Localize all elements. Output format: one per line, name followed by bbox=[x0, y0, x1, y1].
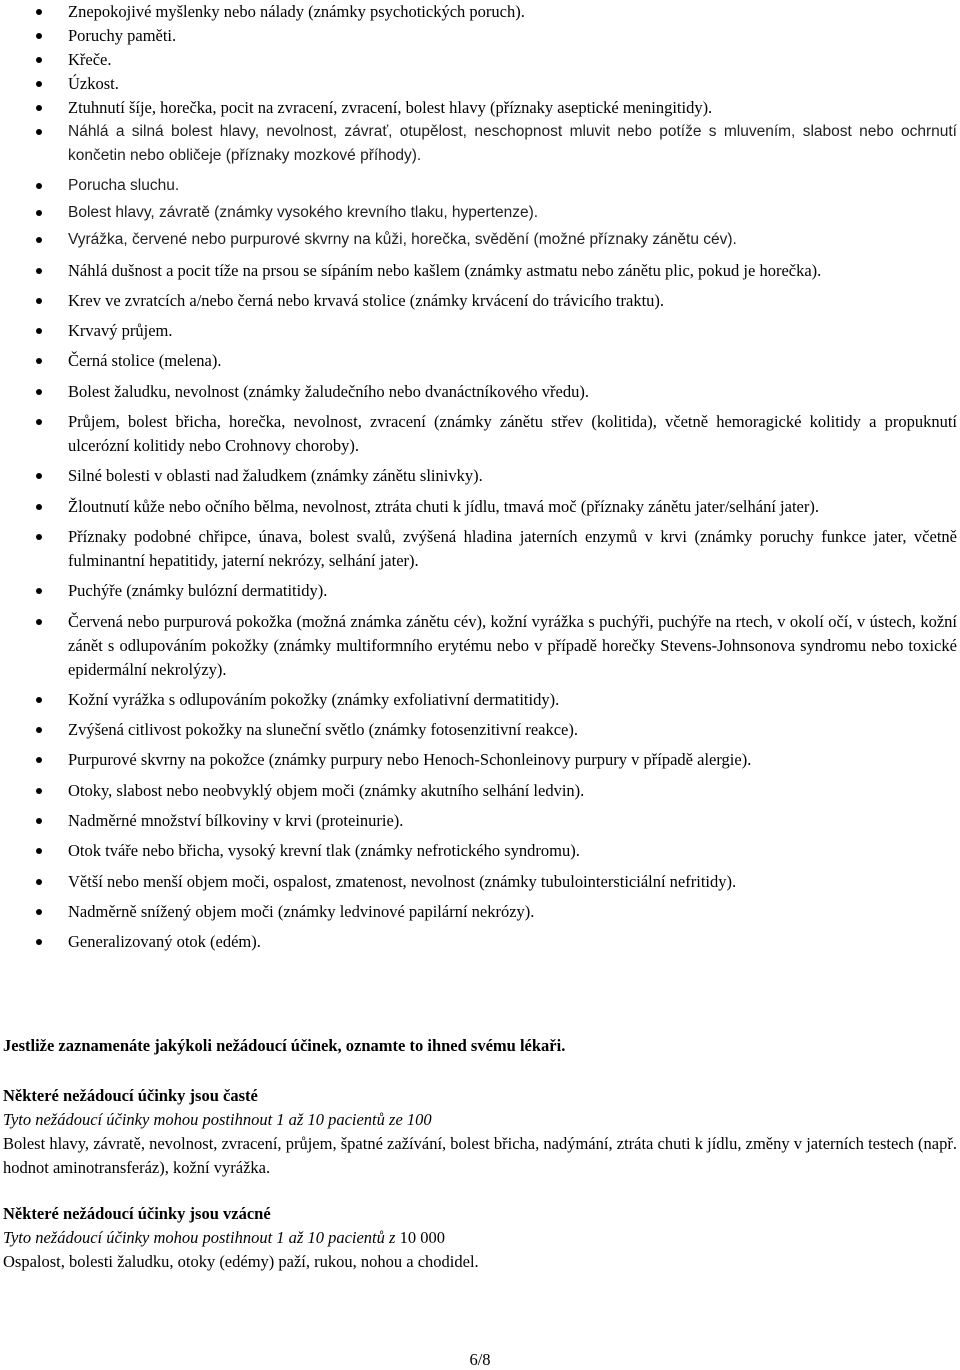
list-item: Krev ve zvratcích a/nebo černá nebo krvavá stolice (známky krvácení do trávicího traktu). bbox=[0, 289, 960, 313]
bullet-icon bbox=[36, 298, 42, 304]
bullet-icon bbox=[36, 534, 42, 540]
list-item: Žloutnutí kůže nebo očního bělma, nevolnost, ztráta chuti k jídlu, tmavá moč (příznaky zánětu jater/selhání jater). bbox=[0, 495, 960, 519]
common-effects-text: Bolest hlavy, závratě, nevolnost, zvracení, průjem, špatné zažívání, bolest břicha, nadýmání, ztráta chuti k jídlu, změny v jaterních testech (např. hodnot aminotransferáz), kožní vyrážka. bbox=[3, 1134, 957, 1177]
list-item: Znepokojivé myšlenky nebo nálady (známky psychotických poruch). bbox=[0, 0, 960, 24]
list-item: Příznaky podobné chřipce, únava, bolest svalů, zvýšená hladina jaterních enzymů v krvi (známky poruchy funkce jater, včetně fulminantní hepatitidy, jaterní nekrózy, selhání jater). bbox=[0, 525, 960, 573]
list-item: Poruchy paměti. bbox=[0, 24, 960, 48]
bullet-icon bbox=[36, 81, 42, 87]
bullet-icon bbox=[36, 183, 42, 189]
rare-effects-section bbox=[3, 1202, 957, 1274]
list-item: Průjem, bolest břicha, horečka, nevolnost, zvracení (známky zánětu střev (kolitida), včetně hemoragické kolitidy a propuknutí ulcerózní kolitidy nebo Crohnovy choroby). bbox=[0, 410, 960, 458]
list-item: Úzkost. bbox=[0, 72, 960, 96]
bullet-icon bbox=[36, 879, 42, 885]
bullet-icon bbox=[36, 358, 42, 364]
list-item: Ztuhnutí šíje, horečka, pocit na zvracení, zvracení, bolest hlavy (příznaky aseptické meningitidy). bbox=[0, 96, 960, 120]
common-effects-heading: Některé nežádoucí účinky jsou časté bbox=[3, 1086, 258, 1105]
bullet-icon bbox=[36, 697, 42, 703]
bullet-icon bbox=[36, 473, 42, 479]
bullet-icon bbox=[36, 129, 42, 135]
list-item: Purpurové skvrny na pokožce (známky purpury nebo Henoch-Schonleinovy purpury v případě alergie). bbox=[0, 748, 960, 772]
list-item: Generalizovaný otok (edém). bbox=[0, 930, 960, 954]
bullet-icon bbox=[36, 105, 42, 111]
common-effects-section bbox=[3, 1084, 957, 1180]
bullet-icon bbox=[36, 237, 42, 243]
list-item: Náhlá a silná bolest hlavy, nevolnost, závrať, otupělost, neschopnost mluvit nebo potíže s mluvením, slabost nebo ochrnutí končetin nebo obličeje (příznaky mozkové příhody). bbox=[0, 120, 960, 168]
list-item: Nadměrné množství bílkoviny v krvi (proteinurie). bbox=[0, 809, 960, 833]
bullet-icon bbox=[36, 619, 42, 625]
report-notice: Jestliže zaznamenáte jakýkoli nežádoucí účinek, oznamte to ihned svému lékaři. bbox=[3, 1036, 566, 1055]
list-item: Bolest žaludku, nevolnost (známky žaludečního nebo dvanáctníkového vředu). bbox=[0, 380, 960, 404]
page-number: 6/8 bbox=[469, 1350, 491, 1369]
rare-effects-heading: Některé nežádoucí účinky jsou vzácné bbox=[3, 1204, 271, 1223]
list-item: Křeče. bbox=[0, 48, 960, 72]
bullet-icon bbox=[36, 328, 42, 334]
list-item: Zvýšená citlivost pokožky na sluneční světlo (známky fotosenzitivní reakce). bbox=[0, 718, 960, 742]
list-item: Vyrážka, červené nebo purpurové skvrny na kůži, horečka, svědění (možné příznaky zánětu cév). bbox=[0, 228, 960, 252]
list-item: Červená nebo purpurová pokožka (možná známka zánětu cév), kožní vyrážka s puchýři, puchýře na rtech, v okolí očí, v ústech, kožní zánět s odlupováním pokožky (známky multiformního erytému nebo v případě horečky Stevens-Johnsonova syndromu nebo toxické epidermální nekrolýzy). bbox=[0, 610, 960, 682]
bullet-icon bbox=[36, 389, 42, 395]
rare-effects-frequency-text: Tyto nežádoucí účinky mohou postihnout 1 až 10 pacientů z bbox=[3, 1228, 396, 1247]
list-item: Silné bolesti v oblasti nad žaludkem (známky zánětu slinivky). bbox=[0, 464, 960, 488]
list-item: Nadměrně snížený objem moči (známky ledvinové papilární nekrózy). bbox=[0, 900, 960, 924]
common-effects-frequency: Tyto nežádoucí účinky mohou postihnout 1 až 10 pacientů ze 100 bbox=[3, 1110, 432, 1129]
bullet-icon bbox=[36, 727, 42, 733]
bullet-icon bbox=[36, 818, 42, 824]
bullet-icon bbox=[36, 504, 42, 510]
bullet-icon bbox=[36, 419, 42, 425]
bullet-icon bbox=[36, 268, 42, 274]
bullet-icon bbox=[36, 788, 42, 794]
rare-effects-frequency bbox=[3, 1226, 957, 1250]
bullet-icon bbox=[36, 33, 42, 39]
list-item: Porucha sluchu. bbox=[0, 174, 960, 198]
bullet-icon bbox=[36, 757, 42, 763]
list-item: Otok tváře nebo břicha, vysoký krevní tlak (známky nefrotického syndromu). bbox=[0, 839, 960, 863]
list-item: Černá stolice (melena). bbox=[0, 349, 960, 373]
rare-effects-frequency-number: 10 000 bbox=[395, 1228, 445, 1247]
bullet-icon bbox=[36, 939, 42, 945]
bullet-icon bbox=[36, 848, 42, 854]
list-item: Bolest hlavy, závratě (známky vysokého krevního tlaku, hypertenze). bbox=[0, 201, 960, 225]
rare-effects-text: Ospalost, bolesti žaludku, otoky (edémy) paží, rukou, nohou a chodidel. bbox=[3, 1252, 479, 1271]
bullet-icon bbox=[36, 9, 42, 15]
bullet-icon bbox=[36, 57, 42, 63]
list-item: Větší nebo menší objem moči, ospalost, zmatenost, nevolnost (známky tubulointersticiální nefritidy). bbox=[0, 870, 960, 894]
bullet-icon bbox=[36, 210, 42, 216]
list-item: Krvavý průjem. bbox=[0, 319, 960, 343]
list-item: Otoky, slabost nebo neobvyklý objem moči (známky akutního selhání ledvin). bbox=[0, 779, 960, 803]
list-item: Náhlá dušnost a pocit tíže na prsou se sípáním nebo kašlem (známky astmatu nebo zánětu plic, pokud je horečka). bbox=[0, 259, 960, 283]
list-item: Puchýře (známky bulózní dermatitidy). bbox=[0, 579, 960, 603]
bullet-icon bbox=[36, 909, 42, 915]
bullet-icon bbox=[36, 588, 42, 594]
list-item: Kožní vyrážka s odlupováním pokožky (známky exfoliativní dermatitidy). bbox=[0, 688, 960, 712]
